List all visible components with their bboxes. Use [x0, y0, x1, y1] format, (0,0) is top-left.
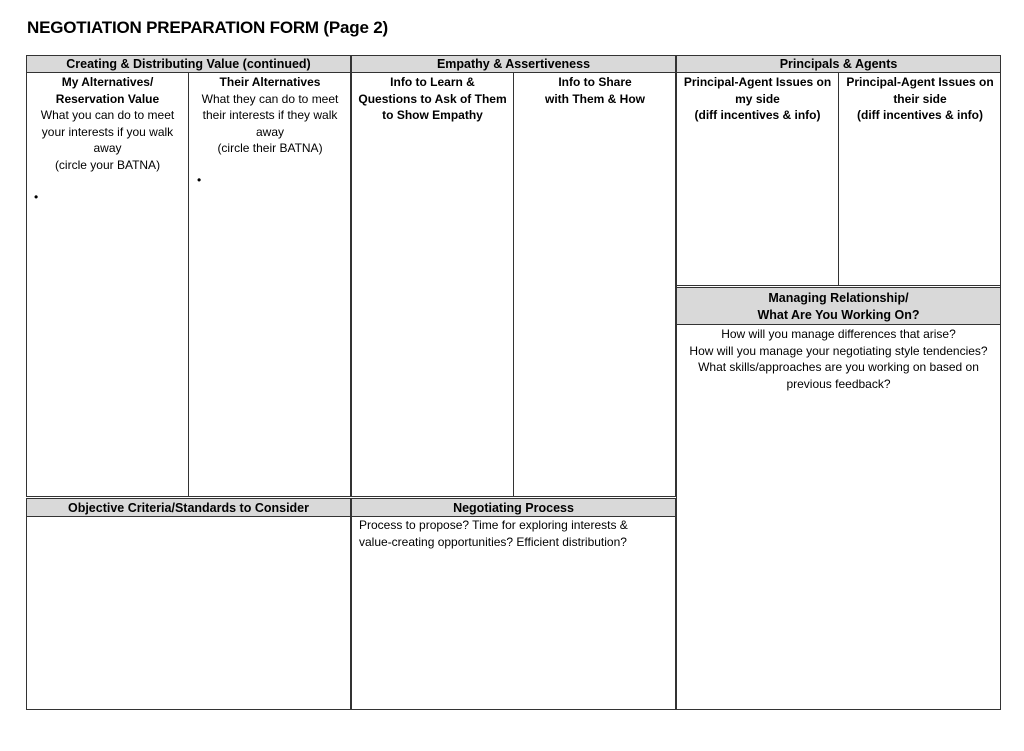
my-alternatives-desc-2: your interests if you walk	[41, 124, 174, 139]
process-line-2: value-creating opportunities? Efficient distribution?	[359, 534, 627, 549]
relationship-cell[interactable]	[678, 326, 999, 392]
principal-my-line-1: Principal-Agent Issues on	[683, 75, 832, 89]
relationship-q2: How will you manage your negotiating style tendencies?	[689, 343, 988, 358]
principal-my-line-2: my side	[735, 91, 780, 106]
relationship-header	[677, 287, 1000, 325]
info-to-share-line-1: Info to Share	[558, 75, 632, 89]
principals-divider	[838, 73, 839, 286]
relationship-q3: What skills/approaches are you working on based on	[698, 360, 979, 374]
info-to-learn-line-3: to Show Empathy	[382, 108, 483, 122]
my-alternatives-heading-2: Reservation Value	[55, 91, 160, 106]
principal-their-line-3: (diff incentives & info)	[857, 108, 983, 122]
process-line-1: Process to propose? Time for exploring interests &	[359, 518, 628, 532]
their-alternatives-cell[interactable]	[190, 74, 350, 157]
creating-value-header: Creating & Distributing Value (continued)	[27, 56, 350, 73]
principal-their-line-1: Principal-Agent Issues on	[846, 75, 994, 89]
info-to-learn-line-2: Questions to Ask of Them	[358, 91, 507, 106]
process-header: Negotiating Process	[352, 499, 675, 517]
criteria-section[interactable]	[26, 498, 351, 710]
empathy-header: Empathy & Assertiveness	[352, 56, 675, 73]
info-to-share-cell[interactable]	[515, 74, 675, 107]
criteria-header: Objective Criteria/Standards to Consider	[27, 499, 350, 517]
my-alternatives-desc-4: (circle your BATNA)	[54, 157, 161, 172]
principals-bottom-rule	[677, 285, 1000, 286]
relationship-header-line-2: What Are You Working On?	[757, 308, 920, 322]
my-alternatives-bullet: •	[34, 190, 39, 204]
info-to-learn-cell[interactable]	[353, 74, 512, 124]
relationship-q4: previous feedback?	[786, 376, 891, 391]
relationship-q1: How will you manage differences that arise?	[721, 327, 956, 341]
principal-agent-their-side-cell[interactable]	[840, 74, 1000, 124]
their-alternatives-heading: Their Alternatives	[219, 75, 321, 89]
principal-my-line-3: (diff incentives & info)	[694, 108, 821, 122]
their-alternatives-desc-4: (circle their BATNA)	[217, 141, 323, 155]
my-alternatives-heading-1: My Alternatives/	[61, 75, 154, 89]
relationship-header-line-1: Managing Relationship/	[768, 291, 909, 305]
their-alternatives-desc-3: away	[255, 124, 284, 139]
empathy-divider	[513, 73, 514, 496]
their-alternatives-desc-1: What they can do to meet	[201, 91, 339, 106]
info-to-learn-line-1: Info to Learn &	[390, 75, 475, 89]
my-alternatives-cell[interactable]	[28, 74, 187, 173]
principal-agent-my-side-cell[interactable]	[678, 74, 837, 124]
creating-value-divider	[188, 73, 189, 496]
their-alternatives-desc-2: their interests if they walk	[202, 108, 338, 122]
their-alternatives-bullet: •	[197, 173, 202, 187]
process-cell[interactable]	[359, 517, 671, 550]
page-title: NEGOTIATION PREPARATION FORM (Page 2)	[27, 18, 388, 37]
principals-header: Principals & Agents	[677, 56, 1000, 73]
principal-their-line-2: their side	[893, 91, 947, 106]
info-to-share-line-2: with Them & How	[545, 91, 645, 106]
my-alternatives-desc-1: What you can do to meet	[40, 108, 175, 122]
my-alternatives-desc-3: away	[93, 141, 122, 155]
